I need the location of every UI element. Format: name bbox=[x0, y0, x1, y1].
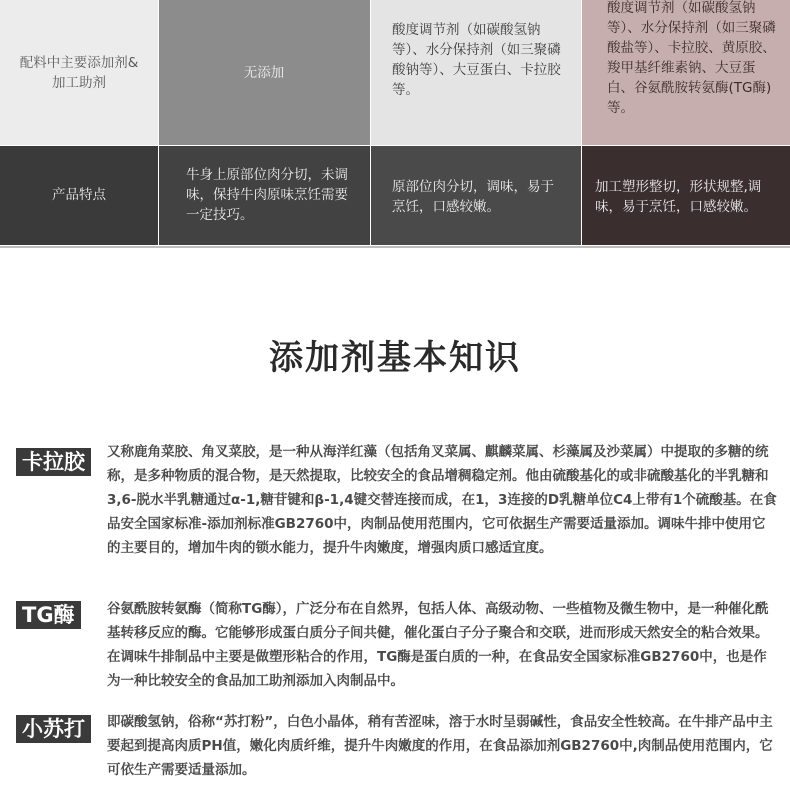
row-label-features-text: 产品特点 bbox=[52, 187, 106, 203]
cell-features-col4 bbox=[581, 145, 790, 245]
column-divider bbox=[581, 0, 582, 246]
term-badge-tg-enzyme bbox=[16, 601, 81, 629]
term-name: TG酶 bbox=[16, 601, 81, 629]
cell-features-col2 bbox=[158, 145, 370, 245]
cell-features-col3 bbox=[370, 145, 581, 245]
term-desc-tg-enzyme: 谷氨酰胺转氨酶（简称TG酶），广泛分布在自然界，包括人体、高级动物、一些植物及微生物中，是一种催化酰基转移反应的酶。它能够形成蛋白质分子间共健，催化蛋白子分子聚合和交联，进而形成天然安全的粘合效果。在调味牛排制品中主要是做塑形粘合的作用，TG酶是蛋白质的一种，在食品安全国家标准GB2760中，也是作为一种比较安全的食品加工助剂添加入肉制品中。 bbox=[107, 601, 769, 689]
comparison-table bbox=[0, 0, 790, 246]
row-divider bbox=[0, 145, 790, 146]
row-label-additives-text: 配料中主要添加剂&加工助剂 bbox=[19, 54, 139, 91]
term-name: 卡拉胶 bbox=[16, 448, 91, 476]
column-divider bbox=[370, 0, 371, 246]
column-divider bbox=[158, 0, 159, 246]
term-desc-carrageenan: 又称鹿角菜胶、角叉菜胶，是一种从海洋红藻（包括角叉菜属、麒麟菜属、杉藻属及沙菜属）中提取的多糖的统称，是多种物质的混合物，是天然提取，比较安全的食品增稠稳定剂。他由硫酸基化的或非硫酸基化的半乳糖和3,6-脱水半乳糖通过α-1,糖苷键和β-1,4键交替连接而成，在1，3连接的D乳糖单位C4上带有1个硫酸基。在食品安全国家标准-添加剂标准GB2760中，肉制品使用范围内，它可依据生产需要适量添加。调味牛排中使用它的主要目的，增加牛肉的锁水能力，提升牛肉嫩度，增强肉质口感适宜度。 bbox=[107, 444, 777, 556]
table-bottom-rule bbox=[0, 246, 790, 248]
cell-no-additive bbox=[158, 0, 370, 145]
term-name: 小苏打 bbox=[16, 715, 91, 743]
section-title: 添加剂基本知识 bbox=[269, 338, 521, 378]
term-desc-baking-soda: 即碳酸氢钠，俗称“苏打粉”，白色小晶体，稍有苦涩味，溶于水时呈弱碱性，食品安全性较高。在牛排产品中主要起到提高肉质PH值，嫩化肉质纤维，提升牛肉嫩度的作用，在食品添加剂GB2760中,肉制品使用范围内，它可依生产需要适量添加。 bbox=[107, 714, 773, 778]
cell-no-additive-text: 无添加 bbox=[243, 64, 285, 81]
cell-additives-col3 bbox=[370, 0, 581, 145]
row-label-additives bbox=[0, 0, 158, 145]
cell-additives-col3-text: 酸度调节剂（如碳酸氢钠等）、水分保持剂（如三聚磷酸钠等）、大豆蛋白、卡拉胶等。 bbox=[392, 22, 561, 98]
cell-features-col2-text: 牛身上原部位肉分切，未调味，保持牛肉原味烹饪需要一定技巧。 bbox=[186, 167, 348, 223]
cell-additives-col4-text: 酸度调节剂（如碳酸氢钠等）、水分保持剂（如三聚磷酸盐等）、卡拉胶、黄原胶、羧甲基纤维素钠、大豆蛋白、谷氨酰胺转氨酶(TG酶)等。 bbox=[607, 0, 776, 116]
cell-features-col4-text: 加工塑形整切，形状规整,调味，易于烹饪，口感较嫩。 bbox=[595, 179, 762, 215]
term-badge-baking-soda bbox=[16, 715, 91, 743]
term-badge-carrageenan bbox=[16, 448, 91, 476]
cell-features-col3-text: 原部位肉分切，调味，易于烹饪，口感较嫩。 bbox=[392, 179, 554, 215]
cell-additives-col4 bbox=[581, 0, 790, 145]
row-label-features bbox=[0, 145, 158, 245]
